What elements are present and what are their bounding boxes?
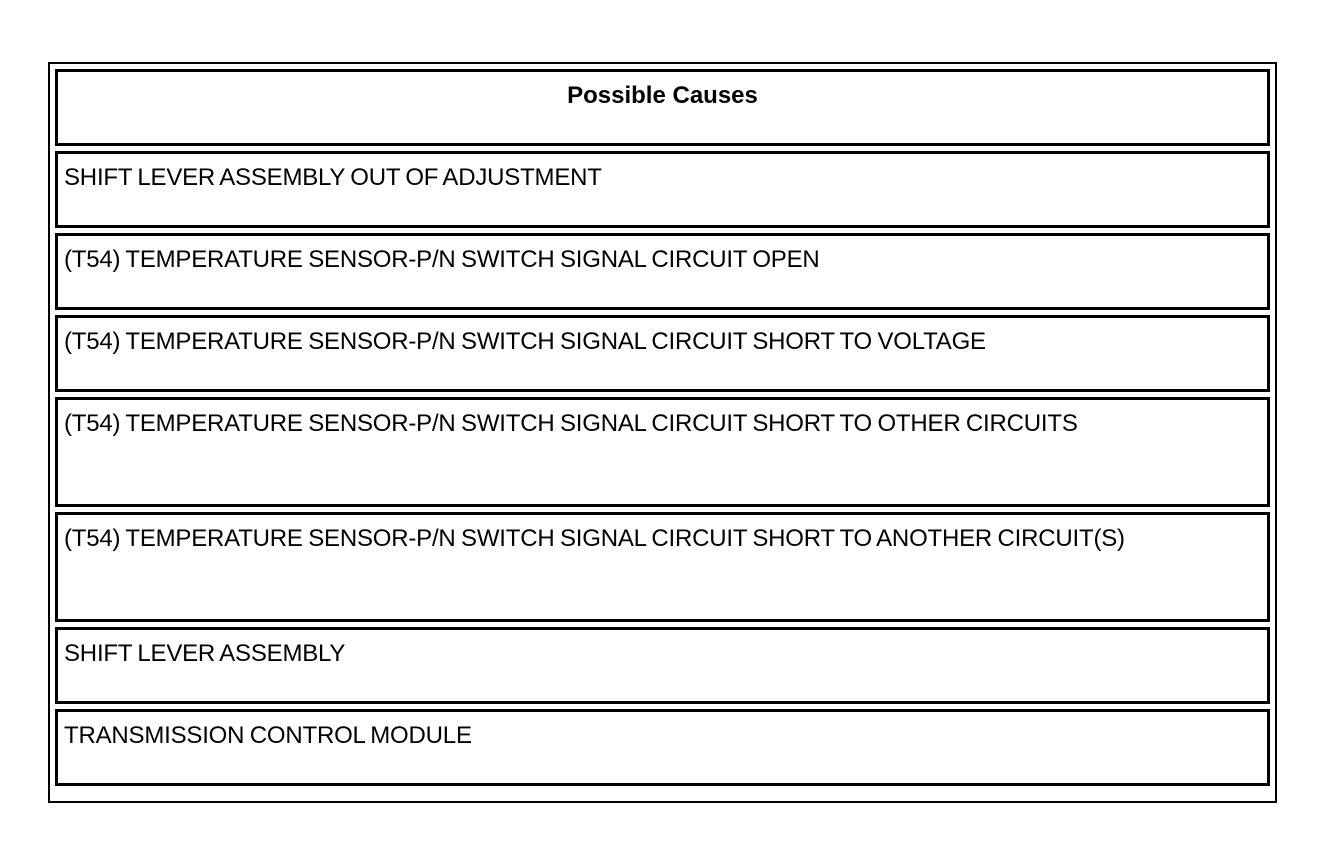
- possible-causes-table: [55, 64, 1270, 791]
- table-header: Possible Causes: [55, 69, 1270, 146]
- cause-cell: (T54) TEMPERATURE SENSOR-P/N SWITCH SIGNAL CIRCUIT SHORT TO OTHER CIRCUITS: [55, 397, 1270, 507]
- cause-cell: (T54) TEMPERATURE SENSOR-P/N SWITCH SIGNAL CIRCUIT SHORT TO ANOTHER CIRCUIT(S): [55, 512, 1270, 622]
- table-row: [55, 315, 1270, 392]
- possible-causes-table-frame: [48, 62, 1277, 803]
- cause-cell: (T54) TEMPERATURE SENSOR-P/N SWITCH SIGNAL CIRCUIT OPEN: [55, 233, 1270, 310]
- table-header-row: [55, 69, 1270, 146]
- cause-cell: SHIFT LEVER ASSEMBLY: [55, 627, 1270, 704]
- table-row: [55, 627, 1270, 704]
- table-row: [55, 512, 1270, 622]
- cause-cell: TRANSMISSION CONTROL MODULE: [55, 709, 1270, 786]
- table-row: [55, 233, 1270, 310]
- cause-cell: SHIFT LEVER ASSEMBLY OUT OF ADJUSTMENT: [55, 151, 1270, 228]
- table-row: [55, 709, 1270, 786]
- table-row: [55, 397, 1270, 507]
- table-row: [55, 151, 1270, 228]
- cause-cell: (T54) TEMPERATURE SENSOR-P/N SWITCH SIGNAL CIRCUIT SHORT TO VOLTAGE: [55, 315, 1270, 392]
